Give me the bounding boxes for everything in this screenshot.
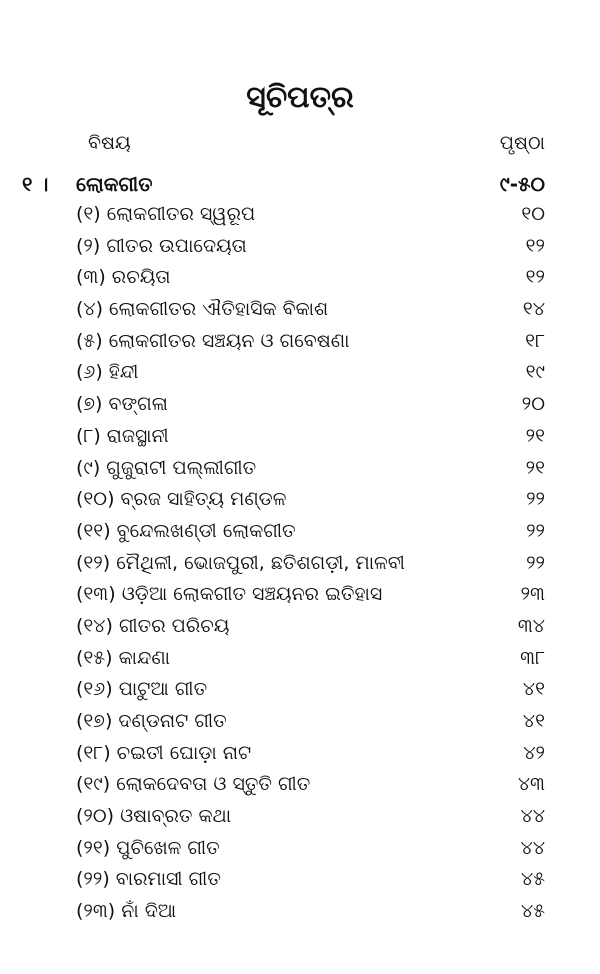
page-title: ସୂଚିପତ୍ର — [246, 80, 354, 115]
toc-entry-page: ୨୧ — [525, 424, 545, 447]
toc-entry — [0, 800, 600, 832]
toc-entry-text: (୧୦) ବ୍ରଜ ସାହିତ୍ୟ ମଣ୍ଡଳ — [76, 488, 287, 511]
toc-entry-page: ୪୩ — [517, 773, 545, 796]
toc-entry-page: ୨୧ — [525, 456, 545, 479]
toc-entry-page: ୨୦ — [521, 393, 545, 416]
toc-entry — [0, 452, 600, 484]
toc-entry — [0, 261, 600, 293]
toc-entry — [0, 610, 600, 642]
toc-entry — [0, 832, 600, 864]
toc-entry-page: ୪୪ — [520, 836, 545, 859]
toc-entry-page: ୧୮ — [525, 329, 545, 352]
toc-entry-page: ୪୫ — [520, 868, 545, 891]
toc-entry — [0, 356, 600, 388]
chapter-number: ୧ । — [22, 172, 49, 196]
toc-entry — [0, 673, 600, 705]
toc-entry-text: (୨୨) ବାରମାସୀ ଗୀତ — [76, 868, 221, 891]
toc-entry-page: ୧୨ — [525, 266, 545, 289]
toc-entry-page: ୧୪ — [522, 298, 545, 321]
toc-entry-text: (୨୩) ନାଁ ଦିଆ — [76, 900, 177, 923]
toc-entry — [0, 578, 600, 610]
toc-entry-page: ୩୪ — [517, 614, 545, 637]
toc-entry-text: (୧୨) ମୈଥିଳୀ, ଭୋଜପୁରୀ, ଛତିଶଗଡ଼ୀ, ମାଳବୀ — [76, 551, 405, 574]
toc-entry — [0, 547, 600, 579]
toc-entry — [0, 230, 600, 262]
toc-entry — [0, 293, 600, 325]
toc-entry — [0, 895, 600, 927]
toc-entry-page: ୪୧ — [522, 710, 545, 732]
toc-entry-text: (୧୭) ଦଣ୍ଡନାଟ ଗୀତ — [76, 710, 227, 732]
toc-entry — [0, 420, 600, 452]
toc-entry-text: (୨) ଗୀତର ଉପାଦେୟତା — [76, 234, 247, 257]
toc-entry — [0, 642, 600, 674]
toc-entry-text: (୭) ବଙ୍ଗଳା — [76, 393, 168, 416]
toc-entry-text: (୬) ହିନ୍ଦୀ — [76, 361, 139, 384]
toc-entry — [0, 737, 600, 769]
toc-entry-page: ୪୫ — [520, 900, 545, 923]
toc-entry-text: (୪) ଲୋକଗୀତର ଐତିହାସିକ ବିକାଶ — [76, 298, 329, 321]
toc-entry — [0, 705, 600, 737]
toc-entry-text: (୩) ରଚୟିତା — [76, 266, 171, 289]
chapter-page-range: ୯-୫୦ — [499, 172, 545, 196]
toc-entry-text: (୫) ଲୋକଗୀତର ସଞ୍ଚୟନ ଓ ଗବେଷଣା — [76, 329, 350, 352]
toc-entry-page: ୨୨ — [526, 519, 545, 542]
toc-entry-text: (୧୩) ଓଡ଼ିଆ ଲୋକଗୀତ ସଞ୍ଚୟନର ଇତିହାସ — [76, 583, 383, 606]
toc-entry-page: ୧୨ — [525, 234, 545, 257]
toc-entry — [0, 515, 600, 547]
toc-entry-text: (୧) ଲୋକଗୀତର ସ୍ୱରୂପ — [76, 203, 256, 225]
toc-entry — [0, 863, 600, 895]
subject-column-heading: ବିଷୟ — [88, 132, 131, 154]
toc-entry-text: (୧୪) ଗୀତର ପରିଚୟ — [76, 614, 230, 637]
toc-entry — [0, 388, 600, 420]
toc-entry-page: ୧୦ — [521, 203, 545, 225]
toc-entry-page: ୪୪ — [520, 805, 545, 828]
toc-entry-page: ୪୧ — [522, 678, 545, 701]
toc-entry — [0, 325, 600, 357]
toc-entry-page: ୨୨ — [526, 551, 545, 574]
toc-entry-page: ୨୨ — [526, 488, 545, 511]
toc-entry — [0, 483, 600, 515]
toc-entry-text: (୧୮) ଚଇତୀ ଘୋଡ଼ା ନାଟ — [76, 741, 252, 764]
toc-entry-page: ୨୩ — [520, 583, 545, 606]
chapter-title: ଲୋକଗୀତ — [76, 172, 153, 196]
toc-entry-text: (୯) ଗୁଜୁରାଟୀ ପଲ୍ଲୀଗୀତ — [76, 456, 257, 479]
toc-entry-text: (୧୯) ଲୋକଦେବତା ଓ ସ୍ତୁତି ଗୀତ — [76, 773, 311, 796]
toc-entry-text: (୨୦) ଓଷାବ୍ରତ କଥା — [76, 805, 232, 828]
toc-entry-text: (୧୧) ବୁନ୍ଦେଲଖଣ୍ଡୀ ଲୋକଗୀତ — [76, 519, 296, 542]
toc-entry-page: ୩୮ — [520, 646, 545, 669]
toc-entry-text: (୧୬) ପାଟୁଆ ଗୀତ — [76, 678, 208, 701]
toc-entry-text: (୨୧) ପୁଚିଖେଳ ଗୀତ — [76, 836, 220, 859]
toc-entry — [0, 198, 600, 230]
toc-entry-page: ୧୯ — [525, 361, 545, 384]
toc-entry — [0, 768, 600, 800]
page-column-heading: ପୃଷ୍ଠା — [499, 132, 545, 154]
toc-entry-text: (୧୫) କାନ୍ଦଣା — [76, 646, 171, 669]
toc-entry-list — [0, 198, 600, 927]
toc-entry-text: (୮) ରାଜସ୍ଥାନୀ — [76, 424, 169, 447]
toc-entry-page: ୪୨ — [523, 741, 545, 764]
